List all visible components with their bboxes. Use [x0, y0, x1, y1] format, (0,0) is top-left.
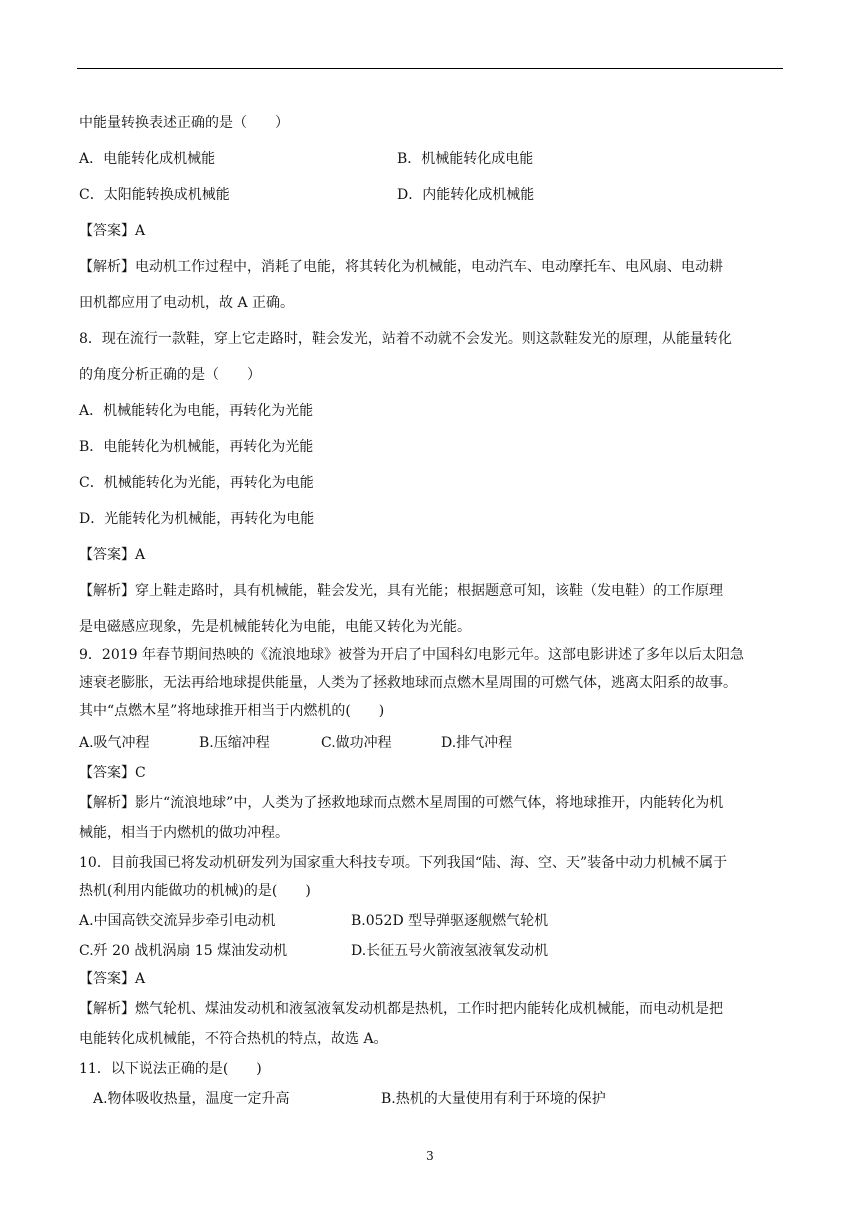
q9-option-d: D.排气冲程: [441, 735, 513, 751]
q9-option-a: A.吸气冲程: [79, 735, 150, 751]
q9-stem-line-2: 速衰老膨胀，无法再给地球提供能量，人类为了拯救地球而点燃木星周围的可燃气体，逃离太阳系的故事。: [79, 675, 737, 691]
q8-stem-line-1: 8．现在流行一款鞋，穿上它走路时，鞋会发光，站着不动就不会发光。则这款鞋发光的原理，从能量转化: [79, 331, 732, 347]
q7-option-c: C．太阳能转换成机械能: [79, 187, 230, 203]
q8-analysis-line-1: 【解析】穿上鞋走路时，具有机械能，鞋会发光，具有光能；根据题意可知，该鞋（发电鞋）的工作原理: [79, 583, 723, 599]
q9-stem-line-1: 9．2019 年春节期间热映的《流浪地球》被誉为开启了中国科幻电影元年。这部电影讲述了多年以后太阳急: [79, 647, 744, 663]
q7-analysis-line-1: 【解析】电动机工作过程中，消耗了电能，将其转化为机械能，电动汽车、电动摩托车、电风扇、电动耕: [79, 259, 723, 275]
q10-option-c: C.歼 20 战机涡扇 15 煤油发动机: [79, 943, 288, 959]
q11-stem: 11．以下说法正确的是( ): [79, 1061, 262, 1077]
q7-answer: 【答案】A: [79, 223, 146, 239]
q10-analysis-line-2: 电能转化成机械能，不符合热机的特点，故选 A。: [79, 1031, 388, 1047]
q7-option-b: B．机械能转化成电能: [397, 151, 534, 167]
q10-option-d: D.长征五号火箭液氢液氧发动机: [351, 943, 549, 959]
q9-answer: 【答案】C: [79, 765, 146, 781]
q8-answer: 【答案】A: [79, 547, 146, 563]
q8-analysis-line-2: 是电磁感应现象，先是机械能转化为电能，电能又转化为光能。: [79, 619, 471, 635]
q9-option-b: B.压缩冲程: [199, 735, 270, 751]
q8-stem-line-2: 的角度分析正确的是（ ）: [79, 367, 261, 383]
q8-option-d: D．光能转化为机械能，再转化为电能: [79, 511, 315, 527]
q9-analysis-line-1: 【解析】影片“流浪地球”中，人类为了拯救地球而点燃木星周围的可燃气体，将地球推开，内能转化为机: [79, 795, 724, 811]
page-number: 3: [426, 1149, 434, 1163]
header-rule: [77, 68, 783, 69]
q10-answer: 【答案】A: [79, 971, 146, 987]
q11-option-a: A.物体吸收热量，温度一定升高: [93, 1091, 290, 1107]
q10-stem-line-2: 热机(利用内能做功的机械)的是( ): [79, 883, 311, 899]
q7-analysis-line-2: 田机都应用了电动机，故 A 正确。: [79, 295, 295, 311]
q7-stem: 中能量转换表述正确的是（ ）: [79, 115, 289, 131]
q8-option-c: C．机械能转化为光能，再转化为电能: [79, 475, 314, 491]
q9-option-c: C.做功冲程: [321, 735, 392, 751]
q10-stem-line-1: 10．目前我国已将发动机研发列为国家重大科技专项。下列我国“陆、海、空、天”装备中动力机械不属于: [79, 855, 728, 871]
q10-option-b: B.052D 型导弹驱逐舰燃气轮机: [351, 913, 549, 929]
q7-option-a: A．电能转化成机械能: [79, 151, 216, 167]
q8-option-b: B．电能转化为机械能，再转化为光能: [79, 439, 314, 455]
q11-option-b: B.热机的大量使用有利于环境的保护: [381, 1091, 606, 1107]
q8-option-a: A．机械能转化为电能，再转化为光能: [79, 403, 314, 419]
q10-analysis-line-1: 【解析】燃气轮机、煤油发动机和液氢液氧发动机都是热机，工作时把内能转化成机械能，而电动机是把: [79, 1001, 723, 1017]
q10-option-a: A.中国高铁交流异步牵引电动机: [79, 913, 276, 929]
q7-option-d: D．内能转化成机械能: [397, 187, 535, 203]
q9-analysis-line-2: 械能，相当于内燃机的做功冲程。: [79, 825, 289, 841]
q9-stem-line-3: 其中“点燃木星”将地球推开相当于内燃机的( ): [79, 703, 385, 719]
